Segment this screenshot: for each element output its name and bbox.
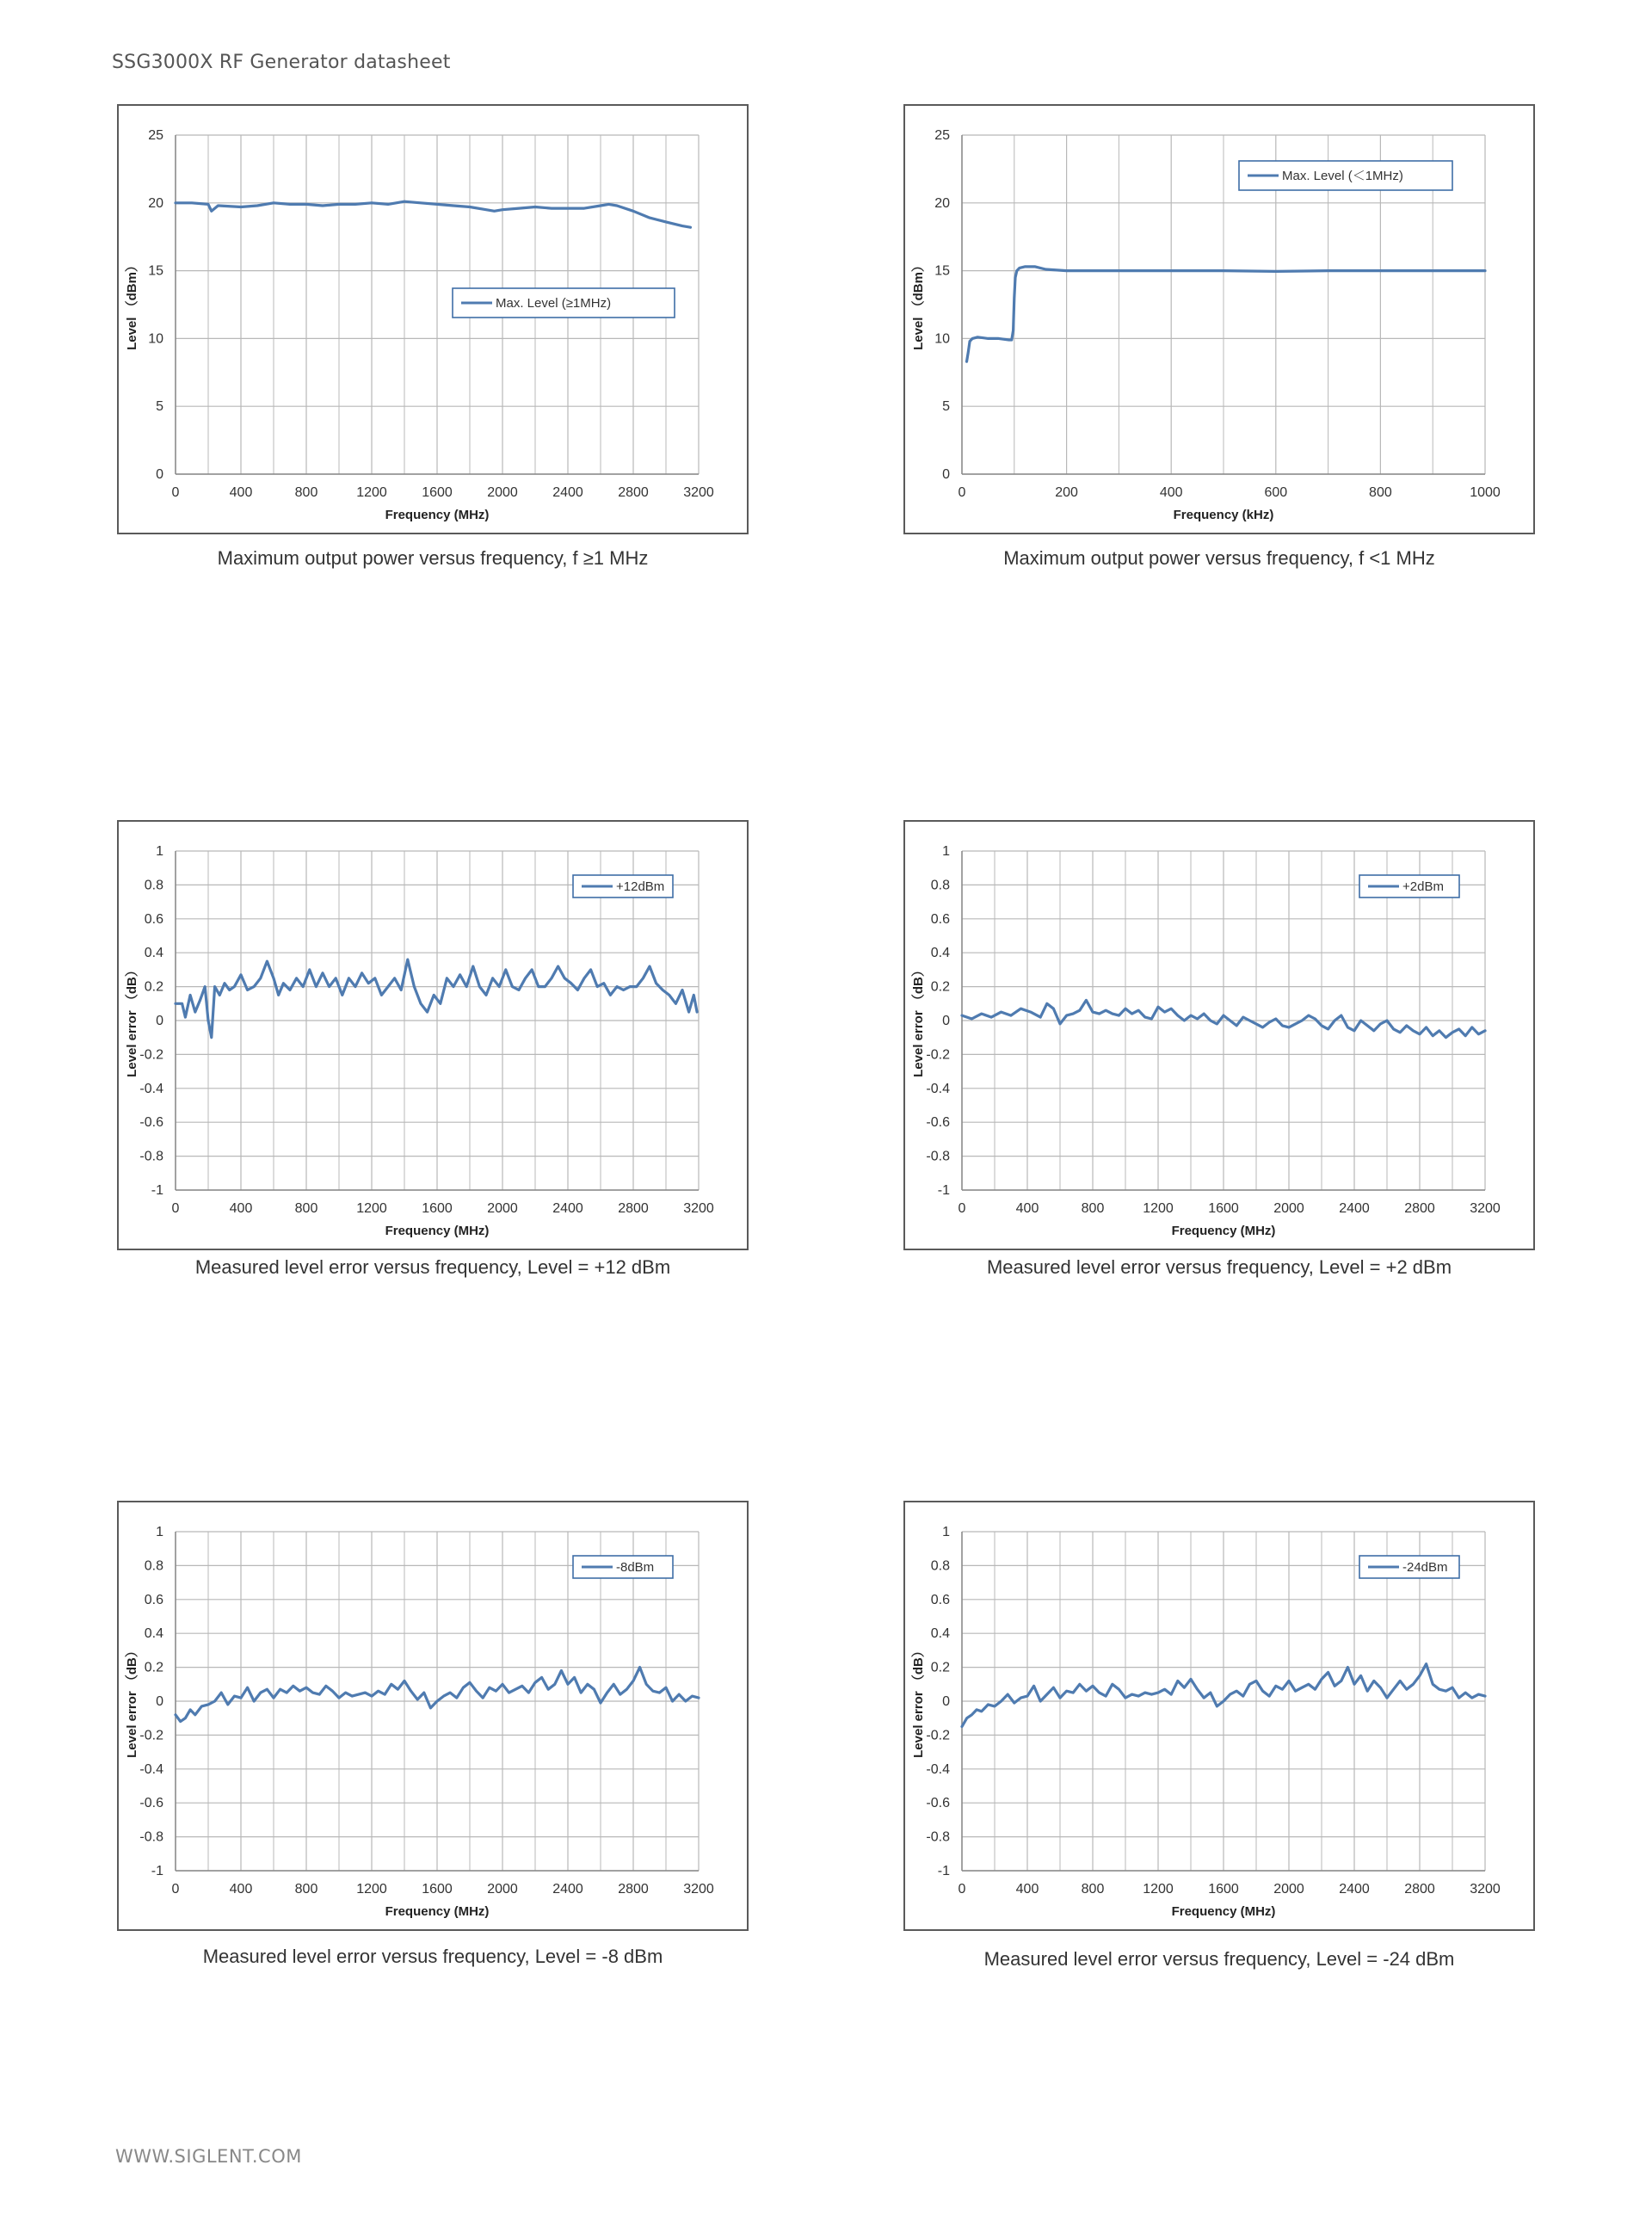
x-tick-label: 2000	[487, 1882, 518, 1897]
x-axis-title: Frequency (MHz)	[385, 1904, 490, 1919]
page-header: SSG3000X RF Generator datasheet	[112, 52, 451, 73]
y-tick-label: 5	[942, 399, 950, 415]
x-tick-label: 0	[958, 1201, 966, 1216]
y-tick-label: 1	[942, 844, 950, 859]
y-tick-label: 1	[156, 844, 163, 859]
y-tick-label: -0.4	[139, 1081, 163, 1096]
x-tick-label: 2000	[1273, 1201, 1304, 1216]
chart-panel-level-error-minus8	[117, 1501, 749, 1931]
y-tick-label: -1	[937, 1864, 950, 1878]
y-tick-label: 0.8	[144, 878, 163, 893]
y-tick-label: 15	[934, 263, 950, 279]
x-axis-title: Frequency (MHz)	[1171, 1224, 1276, 1238]
y-tick-label: -0.8	[139, 1149, 163, 1164]
chart-svg	[905, 822, 1537, 1252]
x-tick-label: 200	[1055, 485, 1078, 500]
x-tick-label: 3200	[1470, 1201, 1501, 1216]
chart-caption: Maximum output power versus frequency, f ≥1 MHz	[217, 547, 649, 569]
y-axis-title: Level error （dB）	[125, 1644, 139, 1758]
x-tick-label: 800	[294, 1201, 318, 1216]
y-tick-label: 0.8	[930, 878, 950, 893]
x-tick-label: 400	[1015, 1882, 1039, 1897]
y-tick-label: 25	[148, 128, 163, 143]
x-tick-label: 2800	[1404, 1882, 1435, 1897]
y-tick-label: -0.8	[139, 1829, 163, 1845]
x-tick-label: 400	[229, 485, 253, 500]
x-tick-label: 1600	[1208, 1201, 1239, 1216]
y-tick-label: -0.8	[926, 1829, 950, 1845]
y-tick-label: -0.8	[926, 1149, 950, 1164]
x-tick-label: 0	[171, 1882, 180, 1897]
y-tick-label: 25	[934, 128, 950, 143]
x-axis-title: Frequency (MHz)	[1171, 1904, 1276, 1919]
y-tick-label: 0.4	[930, 1626, 950, 1642]
x-tick-label: 1600	[1208, 1882, 1239, 1897]
x-tick-label: 1200	[356, 1882, 387, 1897]
y-tick-label: -1	[937, 1183, 950, 1198]
x-tick-label: 1000	[1470, 485, 1501, 500]
legend-label: -8dBm	[616, 1560, 655, 1575]
y-tick-label: 20	[934, 195, 950, 211]
y-tick-label: 0.4	[144, 946, 163, 961]
y-tick-label: 0.2	[144, 1660, 163, 1675]
x-tick-label: 1200	[1143, 1882, 1174, 1897]
x-tick-label: 2800	[618, 1201, 649, 1216]
y-tick-label: 0	[156, 1694, 163, 1709]
y-tick-label: 0.8	[144, 1558, 163, 1574]
chart-svg	[905, 106, 1537, 536]
x-tick-label: 1200	[1143, 1201, 1174, 1216]
y-tick-label: 0.2	[144, 979, 163, 995]
y-tick-label: 15	[148, 263, 163, 279]
x-tick-label: 0	[958, 1882, 966, 1897]
x-tick-label: 3200	[683, 1201, 714, 1216]
x-tick-label: 2400	[552, 485, 583, 500]
x-tick-label: 2800	[618, 485, 649, 500]
chart-caption: Measured level error versus frequency, Level = +12 dBm	[194, 1256, 671, 1278]
x-tick-label: 800	[1081, 1882, 1105, 1897]
y-tick-label: -0.2	[139, 1047, 163, 1063]
y-tick-label: 0.4	[930, 946, 950, 961]
chart-svg	[119, 822, 750, 1252]
y-tick-label: 0.6	[144, 1592, 163, 1607]
y-tick-label: 0.6	[930, 911, 950, 927]
x-tick-label: 800	[1369, 485, 1392, 500]
x-tick-label: 400	[1015, 1201, 1039, 1216]
y-tick-label: 0	[942, 1014, 950, 1028]
x-tick-label: 1600	[422, 1201, 453, 1216]
x-tick-label: 2400	[1339, 1882, 1370, 1897]
x-tick-label: 800	[294, 1882, 318, 1897]
chart-caption: Measured level error versus frequency, Level = -8 dBm	[202, 1946, 663, 1967]
legend-label: +12dBm	[616, 879, 665, 894]
y-tick-label: 0.4	[144, 1626, 163, 1642]
chart-panel-max-level-lt-1mhz	[903, 104, 1535, 534]
x-tick-label: 2800	[1404, 1201, 1435, 1216]
x-tick-label: 3200	[1470, 1882, 1501, 1897]
legend-label: -24dBm	[1402, 1560, 1448, 1575]
x-tick-label: 1600	[422, 485, 453, 500]
y-tick-label: 5	[156, 399, 163, 415]
y-tick-label: 20	[148, 195, 163, 211]
y-tick-label: -1	[151, 1183, 163, 1198]
x-tick-label: 2400	[1339, 1201, 1370, 1216]
x-tick-label: 3200	[683, 1882, 714, 1897]
x-tick-label: 3200	[683, 485, 714, 500]
x-tick-label: 400	[229, 1201, 253, 1216]
chart-panel-level-error-plus12	[117, 820, 749, 1250]
y-tick-label: 10	[148, 331, 163, 347]
y-tick-label: -0.4	[139, 1761, 163, 1777]
x-tick-label: 2000	[1273, 1882, 1304, 1897]
y-tick-label: -0.2	[926, 1047, 950, 1063]
y-axis-title: Level （dBm）	[911, 259, 926, 350]
legend-label: +2dBm	[1402, 879, 1444, 894]
y-tick-label: 10	[934, 331, 950, 347]
x-tick-label: 0	[171, 1201, 180, 1216]
y-tick-label: -1	[151, 1864, 163, 1878]
chart-svg	[119, 106, 750, 536]
x-tick-label: 600	[1264, 485, 1288, 500]
y-tick-label: -0.2	[139, 1728, 163, 1743]
y-tick-label: 1	[942, 1525, 950, 1539]
page-footer-url: WWW.SIGLENT.COM	[115, 2146, 302, 2167]
y-tick-label: -0.6	[926, 1796, 950, 1811]
y-tick-label: 0.6	[930, 1592, 950, 1607]
y-tick-label: 0.8	[930, 1558, 950, 1574]
y-tick-label: 0.2	[930, 1660, 950, 1675]
y-tick-label: 0.2	[930, 979, 950, 995]
y-tick-label: 0.6	[144, 911, 163, 927]
x-tick-label: 400	[229, 1882, 253, 1897]
y-tick-label: -0.2	[926, 1728, 950, 1743]
x-tick-label: 0	[171, 485, 180, 500]
x-tick-label: 1200	[356, 485, 387, 500]
chart-svg	[905, 1502, 1537, 1933]
x-axis-title: Frequency (kHz)	[1173, 508, 1274, 522]
chart-panel-level-error-minus24	[903, 1501, 1535, 1931]
series-line	[176, 959, 697, 1038]
x-tick-label: 800	[294, 485, 318, 500]
x-tick-label: 1600	[422, 1882, 453, 1897]
x-tick-label: 2400	[552, 1882, 583, 1897]
legend-label: Max. Level (≥1MHz)	[496, 296, 612, 311]
series-line	[967, 267, 1486, 361]
y-tick-label: -0.6	[139, 1115, 163, 1131]
y-tick-label: -0.6	[139, 1796, 163, 1811]
x-tick-label: 2000	[487, 1201, 518, 1216]
y-axis-title: Level （dBm）	[125, 259, 139, 350]
y-tick-label: 1	[156, 1525, 163, 1539]
y-tick-label: 0	[942, 1694, 950, 1709]
chart-caption: Measured level error versus frequency, Level = +2 dBm	[986, 1256, 1452, 1278]
y-axis-title: Level error （dB）	[911, 1644, 926, 1758]
x-axis-title: Frequency (MHz)	[385, 1224, 490, 1238]
y-tick-label: -0.6	[926, 1115, 950, 1131]
chart-svg	[119, 1502, 750, 1933]
x-tick-label: 1200	[356, 1201, 387, 1216]
x-tick-label: 2400	[552, 1201, 583, 1216]
y-axis-title: Level error （dB）	[911, 964, 926, 1077]
x-tick-label: 800	[1081, 1201, 1105, 1216]
chart-caption: Maximum output power versus frequency, f <1 MHz	[1003, 547, 1435, 569]
series-line	[176, 201, 691, 227]
y-tick-label: -0.4	[926, 1081, 950, 1096]
y-tick-label: 0	[942, 467, 950, 482]
legend-label: Max. Level (＜1MHz)	[1282, 169, 1403, 183]
y-tick-label: 0	[156, 467, 163, 482]
x-tick-label: 2000	[487, 485, 518, 500]
x-axis-title: Frequency (MHz)	[385, 508, 490, 522]
x-tick-label: 400	[1159, 485, 1183, 500]
chart-panel-level-error-plus2	[903, 820, 1535, 1250]
x-tick-label: 2800	[618, 1882, 649, 1897]
y-tick-label: -0.4	[926, 1761, 950, 1777]
chart-panel-max-level-ge-1mhz	[117, 104, 749, 534]
y-axis-title: Level error （dB）	[125, 964, 139, 1077]
x-tick-label: 0	[958, 485, 966, 500]
chart-caption: Measured level error versus frequency, Level = -24 dBm	[983, 1948, 1455, 1970]
y-tick-label: 0	[156, 1014, 163, 1028]
